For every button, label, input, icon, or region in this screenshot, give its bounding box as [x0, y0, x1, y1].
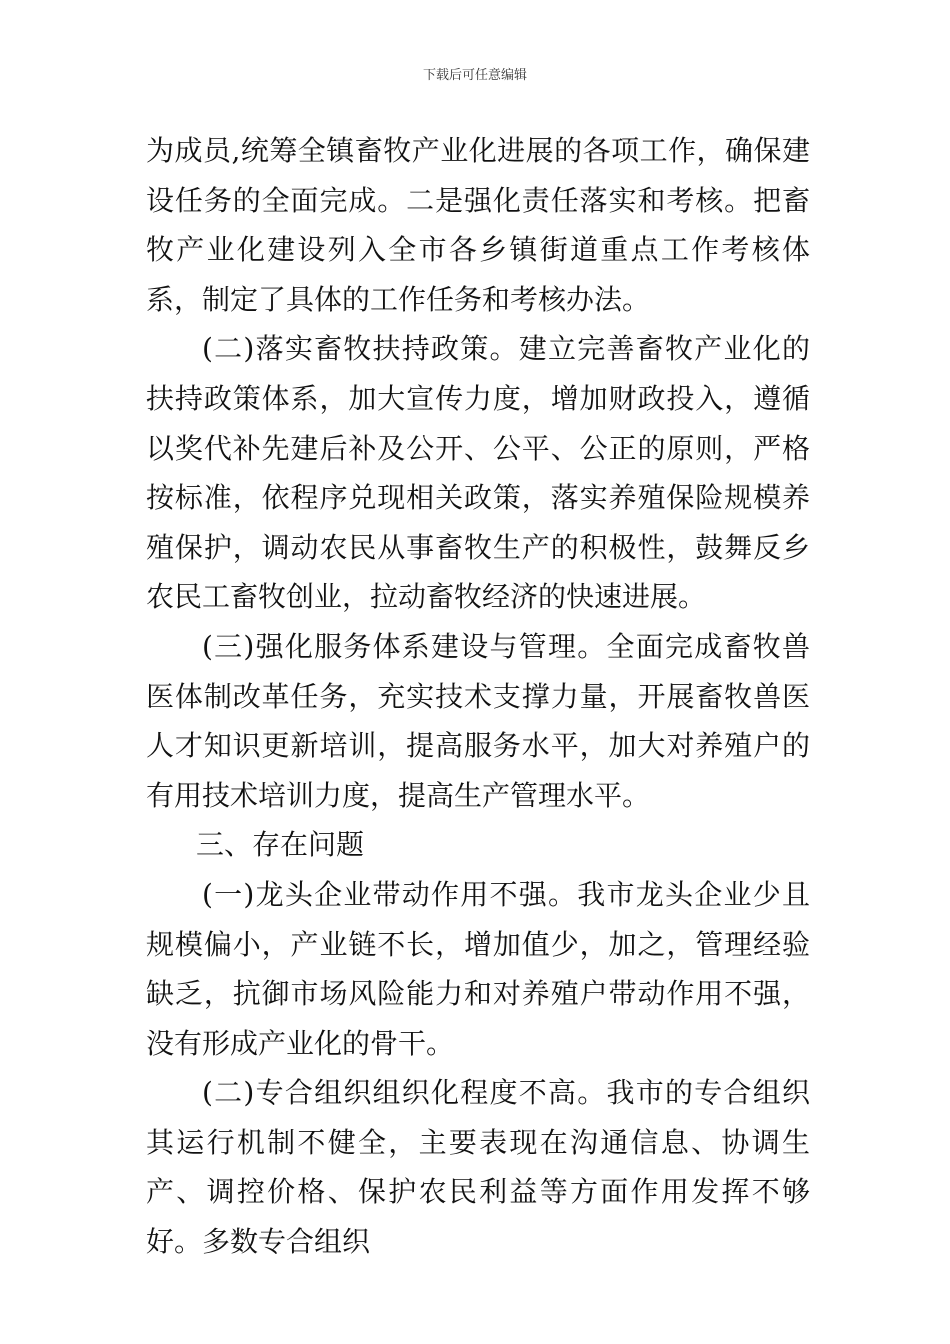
section-heading-problems: 三、存在问题: [196, 828, 365, 862]
paragraph-continuation: 为成员,统筹全镇畜牧产业化进展的各项工作，确保建设任务的全面完成。二是强化责任落实和考核。把畜牧产业化建设列入全市各乡镇街道重点工作考核体系，制定了具体的工作任务和考核办法。: [146, 134, 810, 316]
paragraph-policy-support: (二)落实畜牧扶持政策。建立完善畜牧产业化的扶持政策体系，加大宣传力度，增加财政投入，遵循以奖代补先建后补及公开、公平、公正的原则，严格按标准，依程序兑现相关政策，落实养殖保险规模养殖保护，调动农民从事畜牧生产的积极性，鼓舞反乡农民工畜牧创业，拉动畜牧经济的快速进展。: [146, 332, 810, 614]
document-body: [146, 126, 810, 1267]
paragraph-leading-enterprises: (一)龙头企业带动作用不强。我市龙头企业少且规模偏小，产业链不长，增加值少，加之，管理经验缺乏，抗御市场风险能力和对养殖户带动作用不强，没有形成产业化的骨干。: [146, 877, 810, 1060]
page-header-note: 下载后可任意编辑: [422, 68, 527, 83]
paragraph-cooperatives: (二)专合组织组织化程度不高。我市的专合组织其运行机制不健全，主要表现在沟通信息、协调生产、调控价格、保护农民利益等方面作用发挥不够好。多数专合组织: [146, 1076, 810, 1259]
paragraph-service-system: (三)强化服务体系建设与管理。全面完成畜牧兽医体制改革任务，充实技术支撑力量，开展畜牧兽医人才知识更新培训，提高服务水平，加大对养殖户的有用技术培训力度，提高生产管理水平。: [146, 629, 810, 812]
